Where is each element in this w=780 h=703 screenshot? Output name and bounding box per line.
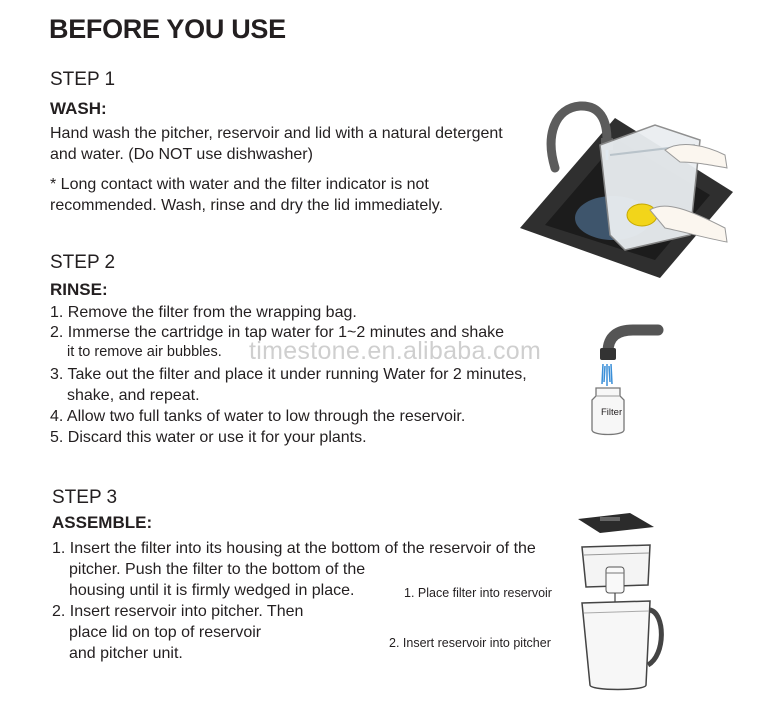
sink-washing-illustration <box>515 100 740 285</box>
step2-line-3-cont: shake, and repeat. <box>67 387 200 404</box>
step3-line-1-cont-b: housing until it is firmly wedged in place. <box>69 582 355 599</box>
step3-line-2: 2. Insert reservoir into pitcher. Then <box>52 603 304 620</box>
pitcher-lid <box>578 513 654 533</box>
step1-line-2: and water. (Do NOT use dishwasher) <box>50 146 313 163</box>
watermark: timestone.en.alibaba.com <box>249 337 542 365</box>
caption-insert-reservoir: 2. Insert reservoir into pitcher <box>389 636 551 650</box>
step1-note-2: recommended. Wash, rinse and dry the lid immediately. <box>50 197 444 214</box>
step3-heading: ASSEMBLE: <box>52 513 153 532</box>
filter-rinse-illustration <box>588 322 668 442</box>
step3-line-2-cont-b: and pitcher unit. <box>69 645 183 662</box>
step2-line-2-cont: it to remove air bubbles. <box>67 344 222 360</box>
step2-label: STEP 2 <box>50 252 116 273</box>
step2-line-3: 3. Take out the filter and place it under running Water for 2 minutes, <box>50 366 527 383</box>
step2-heading: RINSE: <box>50 280 108 299</box>
step3-line-2-cont-a: place lid on top of reservoir <box>69 624 262 641</box>
step1-heading: WASH: <box>50 99 107 118</box>
filter-label: Filter <box>601 407 623 418</box>
caption-place-filter: 1. Place filter into reservoir <box>404 586 552 600</box>
pitcher-body <box>582 601 650 690</box>
step3-line-1-cont-a: pitcher. Push the filter to the bottom of the <box>69 561 366 578</box>
sponge <box>627 204 657 226</box>
step2-line-1: 1. Remove the filter from the wrapping bag. <box>50 304 357 321</box>
water-stream <box>602 364 612 386</box>
filter-in-reservoir <box>606 567 624 593</box>
step2-line-5: 5. Discard this water or use it for your plants. <box>50 429 367 446</box>
pitcher-handle <box>648 610 661 665</box>
page-title: BEFORE YOU USE <box>49 14 286 44</box>
step3-label: STEP 3 <box>52 487 118 508</box>
step2-line-2: 2. Immerse the cartridge in tap water for 1~2 minutes and shake <box>50 324 505 341</box>
step3-line-1: 1. Insert the filter into its housing at the bottom of the reservoir of the <box>52 540 536 557</box>
step2-line-4: 4. Allow two full tanks of water to low through the reservoir. <box>50 408 466 425</box>
assembly-illustration <box>570 505 670 695</box>
step1-line-1: Hand wash the pitcher, reservoir and lid with a natural detergent <box>50 125 503 142</box>
step1-label: STEP 1 <box>50 69 116 90</box>
step1-note-1: * Long contact with water and the filter indicator is not <box>50 176 429 193</box>
